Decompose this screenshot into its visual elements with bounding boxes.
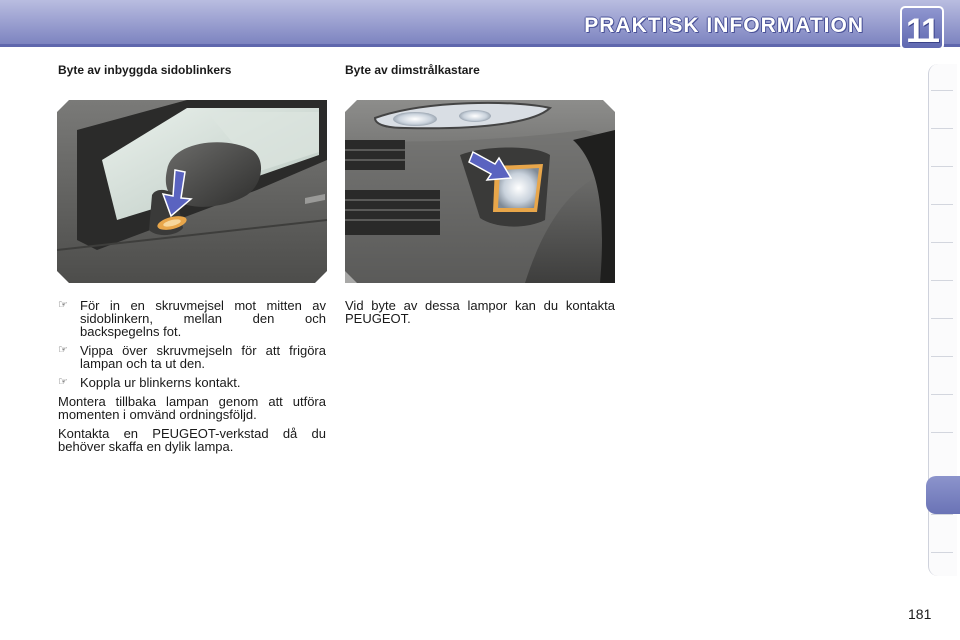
page-header	[0, 0, 960, 52]
rail-tick	[931, 356, 953, 357]
fog-lamp-photo	[345, 100, 615, 283]
rail-tick	[931, 128, 953, 129]
section-heading-fog-lamps: Byte av dimstrålkastare	[345, 63, 480, 77]
rail-tick	[931, 166, 953, 167]
right-instructions	[345, 299, 615, 331]
instruction-item	[58, 376, 326, 389]
rail-tick	[931, 432, 953, 433]
rail-tick	[931, 242, 953, 243]
pointing-hand-icon: ☞	[58, 299, 68, 311]
page-number: 181	[908, 606, 932, 622]
instruction-text: För in en skruvmejsel mot mitten av sidoblinkern, mellan den och backspegelns fot.	[80, 298, 326, 339]
rail-tick	[931, 318, 953, 319]
header-underline	[0, 44, 960, 47]
chapter-index-tab-active[interactable]	[926, 476, 960, 514]
rail-tick	[931, 552, 953, 553]
rail-tick	[931, 90, 953, 91]
chapter-title: PRAKTISK INFORMATION	[584, 14, 864, 37]
instruction-item	[58, 344, 326, 370]
section-heading-side-blinkers: Byte av inbyggda sidoblinkers	[58, 63, 232, 77]
mirror-blinker-photo	[57, 100, 327, 283]
reassembly-paragraph: Montera tillbaka lampan genom att utföra momenten i omvänd ordningsföljd.	[58, 394, 326, 422]
rail-tick	[931, 280, 953, 281]
fog-lamp-illustration	[345, 100, 615, 283]
dealer-paragraph: Kontakta en PEUGEOT-verkstad då du behöver skaffa en dylik lampa.	[58, 426, 326, 454]
rail-tick	[931, 204, 953, 205]
pointing-hand-icon: ☞	[58, 344, 68, 356]
chapter-number: 11	[906, 12, 938, 50]
instruction-text: Koppla ur blinkerns kontakt.	[80, 375, 241, 390]
rail-tick	[931, 514, 953, 515]
mirror-blinker-illustration	[57, 100, 327, 283]
left-instructions	[58, 299, 326, 459]
chapter-number-badge	[900, 6, 944, 50]
pointing-hand-icon: ☞	[58, 376, 68, 388]
instruction-item	[58, 299, 326, 338]
rail-tick	[931, 394, 953, 395]
instruction-text: Vippa över skruvmejseln för att frigöra lampan och ta ut den.	[80, 343, 326, 371]
fog-lamp-paragraph: Vid byte av dessa lampor kan du kontakta PEUGEOT.	[345, 298, 615, 326]
